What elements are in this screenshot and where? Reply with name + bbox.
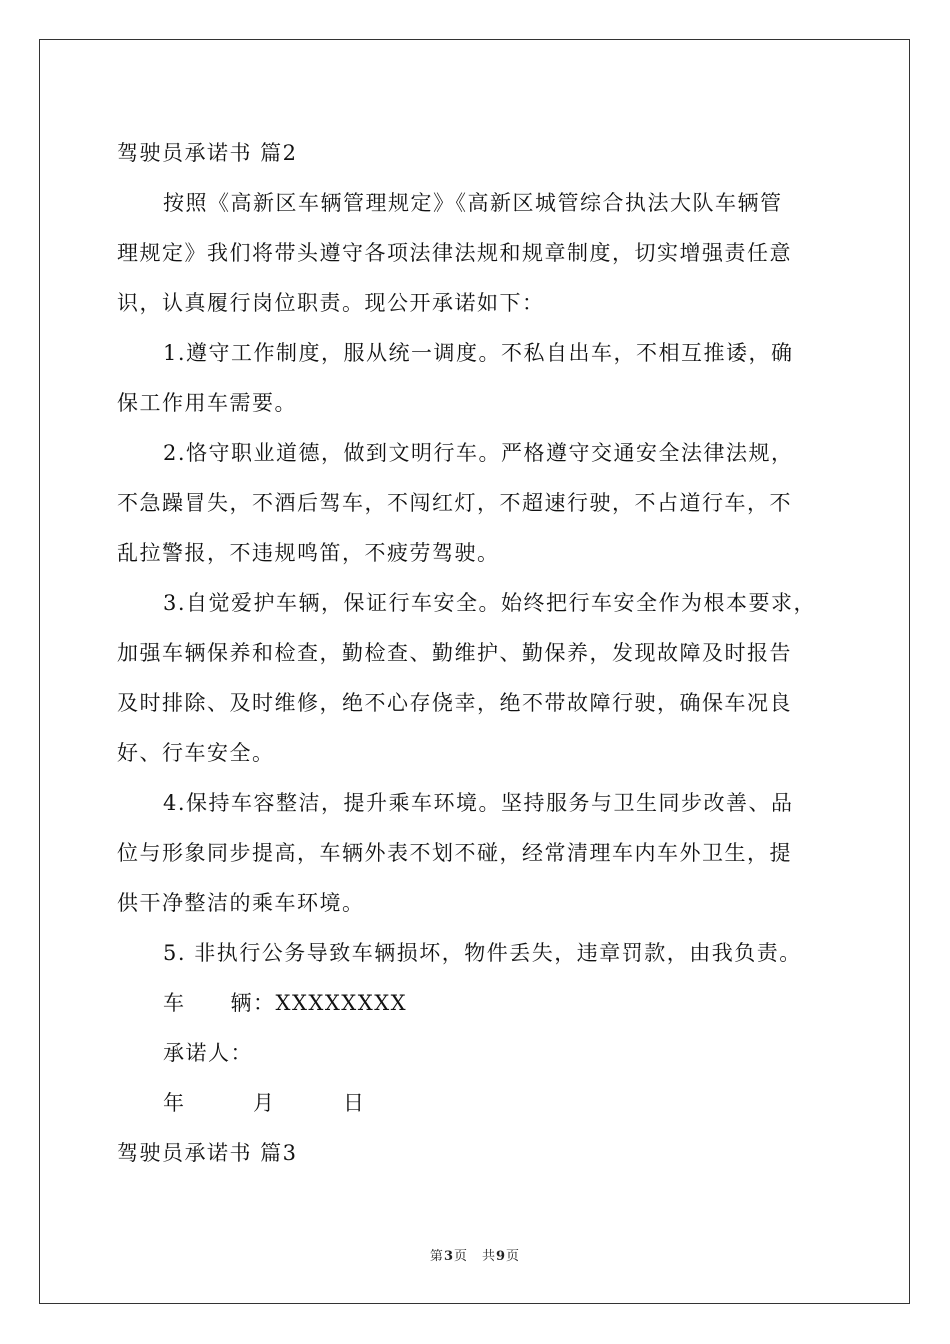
item-5: [117, 928, 837, 978]
footer-page-number: 3: [443, 1249, 454, 1264]
item-line: 乱拉警报，不违规鸣笛，不疲劳驾驶。: [117, 541, 500, 565]
item-line: 位与形象同步提高，车辆外表不划不碰，经常清理车内车外卫生，提: [117, 841, 792, 865]
item-2: [117, 428, 837, 578]
vehicle-label: 车 辆：: [163, 991, 276, 1015]
item-line: 3.自觉爱护车辆，保证行车安全。始终把行车安全作为根本要求，: [163, 591, 817, 615]
promiser-line: 承诺人：: [163, 1041, 253, 1065]
item-line: 好、行车安全。: [117, 741, 275, 765]
footer-suffix: 页: [506, 1249, 521, 1264]
footer-prefix: 第: [429, 1249, 444, 1264]
item-line: 及时排除、及时维修，绝不心存侥幸，绝不带故障行驶，确保车况良: [117, 691, 792, 715]
intro-paragraph: [117, 178, 837, 328]
intro-line: 识，认真履行岗位职责。现公开承诺如下：: [117, 291, 545, 315]
page-footer: [0, 1245, 950, 1264]
vehicle-line: [117, 978, 837, 1028]
item-line: 供干净整洁的乘车环境。: [117, 891, 365, 915]
item-line: 2.恪守职业道德，做到文明行车。严格遵守交通安全法律法规，: [163, 441, 794, 465]
item-3: [117, 578, 837, 778]
footer-mid: 页 共: [453, 1249, 496, 1264]
intro-line: 按照《高新区车辆管理规定》《高新区城管综合执法大队车辆管: [163, 191, 783, 215]
footer-total-pages: 9: [496, 1249, 507, 1264]
date-line: 年 月 日: [163, 1091, 366, 1115]
item-line: 5. 非执行公务导致车辆损坏，物件丢失，违章罚款，由我负责。: [163, 941, 802, 965]
item-line: 不急躁冒失，不酒后驾车，不闯红灯，不超速行驶，不占道行车，不: [117, 491, 792, 515]
vehicle-value: XXXXXXXX: [275, 991, 408, 1015]
item-1: [117, 328, 837, 428]
section-heading-3: 驾驶员承诺书 篇3: [117, 1141, 298, 1165]
intro-line: 理规定》我们将带头遵守各项法律法规和规章制度，切实增强责任意: [117, 241, 792, 265]
item-4: [117, 778, 837, 928]
item-line: 保工作用车需要。: [117, 391, 297, 415]
section-heading-2: 驾驶员承诺书 篇2: [117, 141, 298, 165]
document-body: [117, 128, 837, 1178]
item-line: 1.遵守工作制度，服从统一调度。不私自出车，不相互推诿，确: [163, 341, 794, 365]
item-line: 加强车辆保养和检查，勤检查、勤维护、勤保养，发现故障及时报告: [117, 641, 792, 665]
item-line: 4.保持车容整洁，提升乘车环境。坚持服务与卫生同步改善、品: [163, 791, 794, 815]
